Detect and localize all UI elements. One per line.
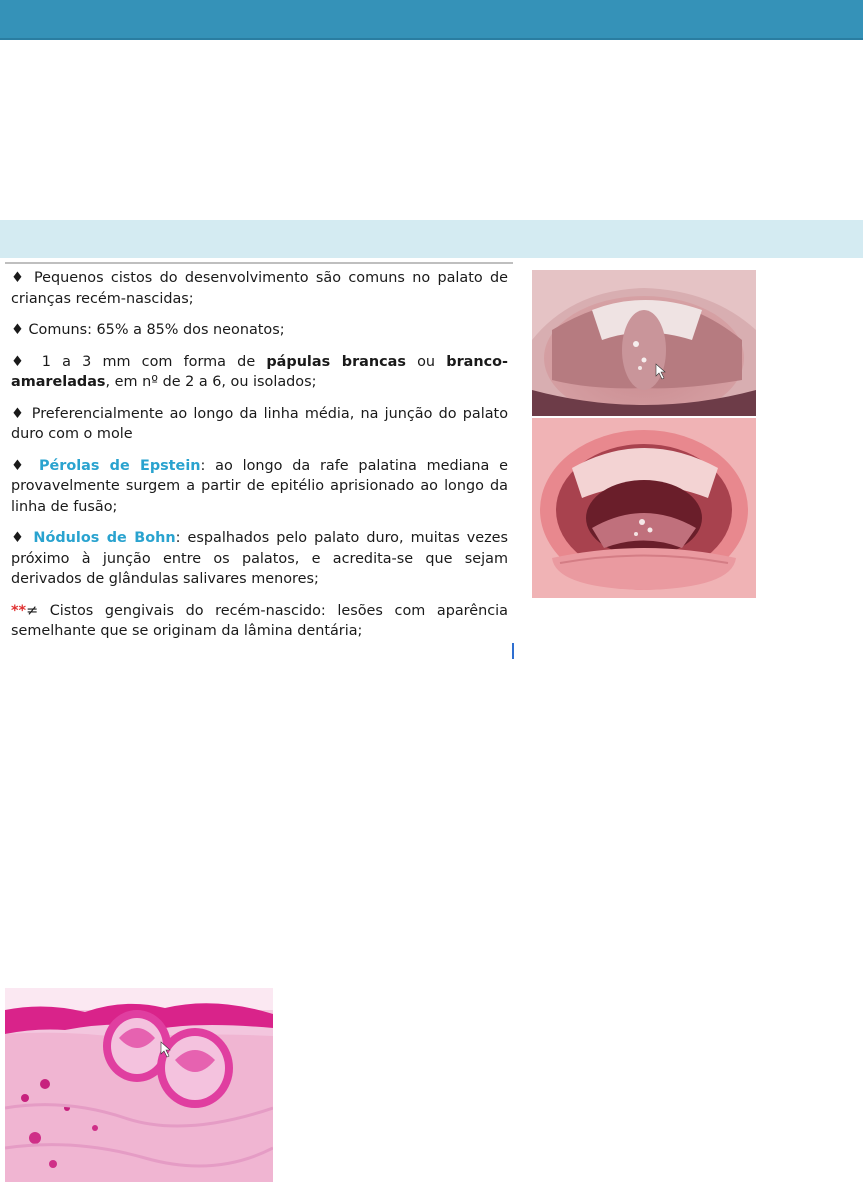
bullet: ♦ <box>11 353 31 370</box>
paragraph-text: ≠ Cistos gengivais do recém-nascido: lesões com aparência semelhante que se originam da lâmina dentária; <box>11 602 508 639</box>
bullet: ♦ <box>11 405 26 422</box>
paragraph-7 <box>11 601 508 642</box>
palate-photo-top <box>532 270 756 416</box>
bullet: ♦ <box>11 457 30 474</box>
highlight-term: Nódulos de Bohn <box>33 530 176 546</box>
paragraph-5 <box>11 456 508 518</box>
paragraph-text: Pequenos cistos do desenvolvimento são comuns no palato de crianças recém-nascidas; <box>11 270 508 307</box>
bold-term: pápulas brancas <box>266 353 406 370</box>
slide-text-block <box>5 262 513 674</box>
paragraph-4 <box>11 404 508 445</box>
paragraph-text: : ao longo da rafe palatina mediana e provavelmente surgem a partir de epitélio aprisionado ao longo da linha de fusão; <box>11 457 508 515</box>
palate-photo-bottom <box>532 418 756 598</box>
paragraph-text: ou <box>405 353 447 370</box>
paragraph-text: 1 a 3 mm com forma de <box>41 353 267 370</box>
text-cursor <box>512 643 514 659</box>
paragraph-6 <box>11 528 508 590</box>
section-band <box>0 220 863 258</box>
paragraph-text: , em nº de 2 a 6, ou isolados; <box>105 374 317 390</box>
bullet: ♦ <box>11 270 27 286</box>
highlight-term: Pérolas de Epstein <box>38 457 201 474</box>
paragraph-3 <box>11 352 508 393</box>
top-header-bar <box>0 0 863 40</box>
bold-term: branco-amareladas <box>11 353 509 390</box>
histology-photo <box>5 988 273 1182</box>
paragraph-text: Preferencialmente ao longo da linha média, na junção do palato duro com o mole <box>11 405 508 442</box>
paragraph-text: : espalhados pelo palato duro, muitas vezes próximo à junção entre os palatos, e acredita-se que sejam derivados de glândulas salivares menores; <box>11 530 509 587</box>
paragraph-1 <box>11 268 508 309</box>
bullet: ♦ <box>11 322 24 338</box>
paragraph-2 <box>11 320 508 341</box>
bullet: ♦ <box>11 530 27 546</box>
note-marker: ** <box>11 602 27 619</box>
paragraph-text: Comuns: 65% a 85% dos neonatos; <box>28 322 285 338</box>
